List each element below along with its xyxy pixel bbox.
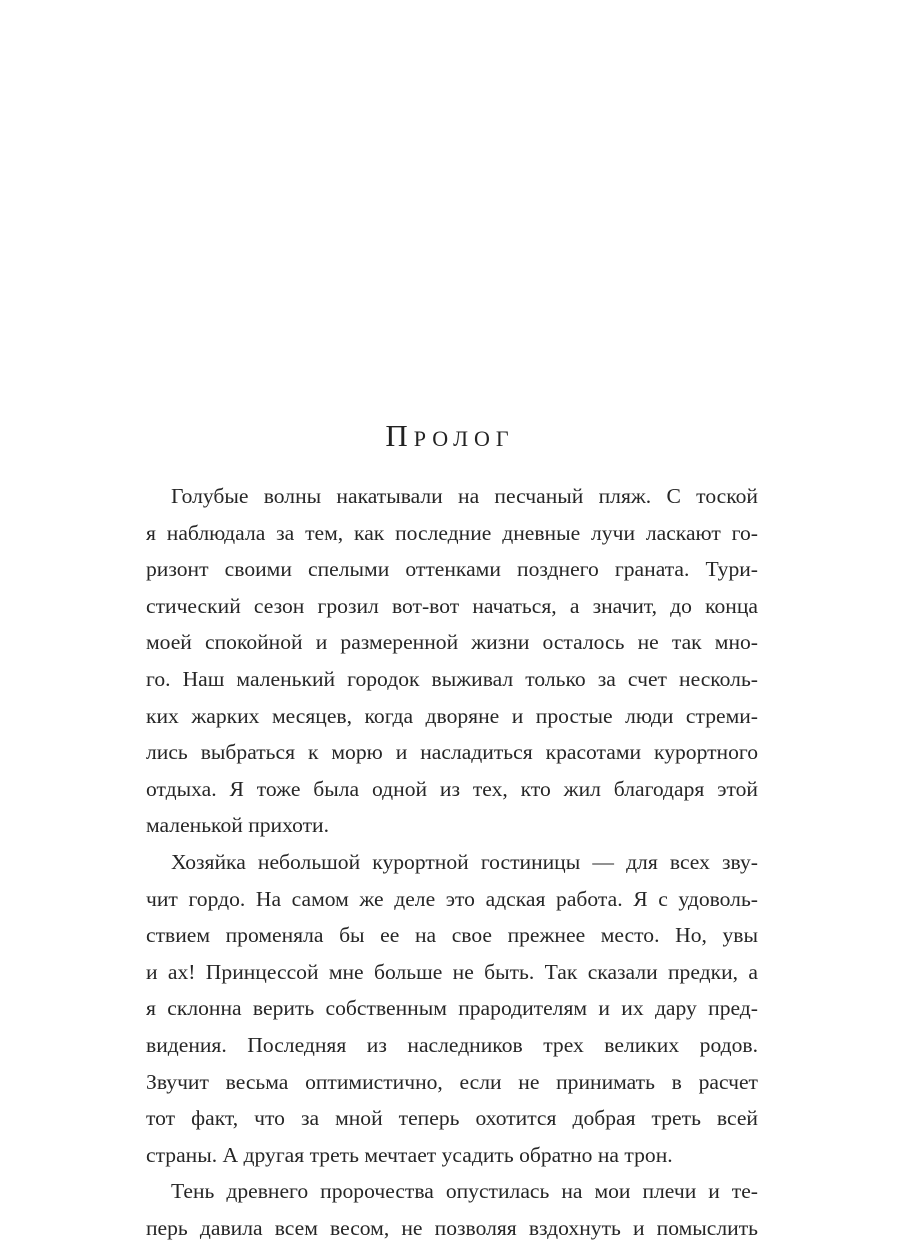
text-line: я склонна верить собственным прародителям и их дару пред- — [146, 996, 758, 1021]
text-line: и ах! Принцессой мне больше не быть. Так сказали предки, а — [146, 959, 758, 984]
text-line: Тень древнего пророчества опустилась на мои плечи и те- — [171, 1179, 758, 1204]
paragraph — [146, 844, 758, 1173]
text-line: Хозяйка небольшой курортной гостиницы — для всех зву- — [171, 849, 758, 874]
text-line: лись выбраться к морю и насладиться красотами курортного — [146, 740, 758, 765]
text-line: стический сезон грозил вот-вот начаться, а значит, до конца — [146, 593, 758, 618]
text-line: видения. Последняя из наследников трех великих родов. — [146, 1032, 758, 1057]
text-line: перь давила всем весом, не позволяя вздохнуть и помыслить — [146, 1215, 758, 1240]
text-line: Голубые волны накатывали на песчаный пляж. С тоской — [171, 484, 758, 508]
prologue-text — [146, 478, 758, 1246]
text-line: моей спокойной и размеренной жизни осталось не так мно- — [146, 630, 758, 655]
text-line: я наблюдала за тем, как последние дневные лучи ласкают го- — [146, 520, 758, 545]
paragraph — [146, 478, 758, 844]
text-line: чит гордо. На самом же деле это адская работа. Я с удоволь- — [146, 886, 758, 911]
text-line: ризонт своими спелыми оттенками позднего граната. Тури- — [146, 557, 758, 582]
text-line: го. Наш маленький городок выживал только за счет несколь- — [146, 666, 758, 691]
text-line: маленькой прихоти. — [146, 813, 329, 838]
text-line: ствием променяла бы ее на свое прежнее место. Но, увы — [146, 923, 758, 948]
paragraph — [146, 1173, 758, 1246]
text-line: ких жарких месяцев, когда дворяне и простые люди стреми- — [146, 703, 758, 728]
text-line: Звучит весьма оптимистично, если не принимать в расчет — [146, 1069, 758, 1094]
text-line: тот факт, что за мной теперь охотится добрая треть всей — [146, 1106, 758, 1131]
chapter-title: Пролог — [385, 418, 515, 453]
text-line: отдыха. Я тоже была одной из тех, кто жил благодаря этой — [146, 776, 758, 801]
text-line: страны. А другая треть мечтает усадить обратно на трон. — [146, 1142, 673, 1167]
